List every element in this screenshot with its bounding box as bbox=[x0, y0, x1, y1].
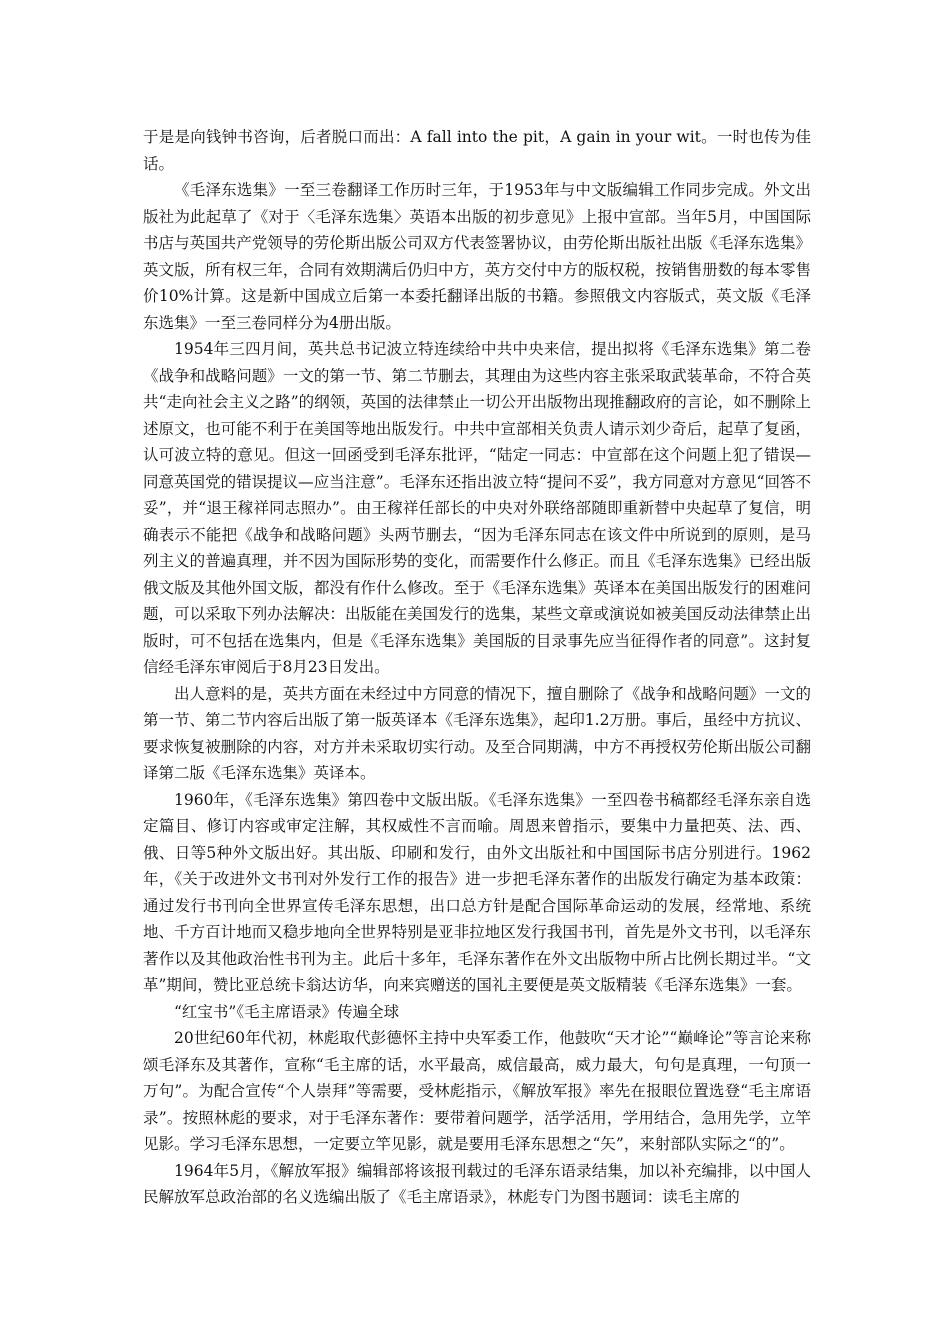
section-heading: “红宝书”《毛主席语录》传遍全球 bbox=[174, 1002, 400, 1021]
paragraph-unauthorized-deletion: 出人意料的是，英共方面在未经过中方同意的情况下，擅自删除了《战争和战略问题》一文的第一节、第二节内容后出版了第一版英译本《毛泽东选集》，起印1.2万册。事后，虽经中方抗议、要求恢复被删除的内容，对方并未采取切实行动。及至合同期满，中方不再授权劳伦斯出版公司翻译第二版《毛泽东选集》英译本。 bbox=[143, 684, 811, 782]
paragraph-pollitt-1954: 1954年三四月间，英共总书记波立特连续给中共中央来信，提出拟将《毛泽东选集》第二卷《战争和战略问题》一文的第一节、第二节删去，其理由为这些内容主张采取武装革命，不符合英共“走向社会主义之路”的纲领，英国的法律禁止一切公开出版物出现推翻政府的言论，如不删除上述原文，也可能不利于在美国等地出版发行。中共中宣部相关负责人请示刘少奇后，起草了复函，认可波立特的意见。但这一回函受到毛泽东批评，“陆定一同志：中宣部在这个问题上犯了错误—同意英国党的错误提议—应当注意”。毛泽东还指出波立特“提问不妥”，我方同意对方意见“回答不妥”，并“退王稼祥同志照办”。由王稼祥任部长的中央对外联络部随即重新替中央起草了复信，明确表示不能把《战争和战略问题》头两节删去，“因为毛泽东同志在该文件中所说到的原则，是马列主义的普遍真理，并不因为国际形势的变化，而需要作什么修正。而且《毛泽东选集》已经出版俄文版及其他外国文版，都没有作什么修改。至于《毛泽东选集》英译本在美国出版发行的困难问题，可以采取下列办法解决：出版能在美国发行的选集，某些文章或演说如被美国反动法律禁止出版时，可不包括在选集内，但是《毛泽东选集》美国版的目录事先应当征得作者的同意”。这封复信经毛泽东审阅后于8月23日发出。 bbox=[143, 340, 811, 676]
paragraph-qian-zhongshu: 于是是向钱钟书咨询，后者脱口而出：A fall into the pit，A gain in your wit。一时也传为佳话。 bbox=[143, 128, 811, 173]
paragraph-quotations-1964: 1964年5月，《解放军报》编辑部将该报刊载过的毛泽东语录结集，加以补充编排，以中国人民解放军总政治部的名义选编出版了《毛主席语录》，林彪专门为图书题词：读毛主席的 bbox=[143, 1161, 811, 1206]
paragraph-lin-biao: 20世纪60年代初，林彪取代彭德怀主持中央军委工作，他鼓吹“天才论”“巅峰论”等言论来称颂毛泽东及其著作，宣称“毛主席的话，水平最高，威信最高，威力最大，句句是真理，一句顶一万句”。为配合宣传“个人崇拜”等需要，受林彪指示，《解放军报》率先在报眼位置选登“毛主席语录”。按照林彪的要求，对于毛泽东著作：要带着问题学，活学活用，学用结合，急用先学，立竿见影。学习毛泽东思想，一定要立竿见影，就是要用毛泽东思想之“矢”，来射部队实际之“的”。 bbox=[143, 1029, 811, 1153]
document-page bbox=[143, 124, 811, 1211]
paragraph-volume-four-1960: 1960年，《毛泽东选集》第四卷中文版出版。《毛泽东选集》一至四卷书稿都经毛泽东亲自选定篇目、修订内容或审定注解，其权威性不言而喻。周恩来曾指示，要集中力量把英、法、西、俄、日等5种外文版出好。其出版、印刷和发行，由外文出版社和中国国际书店分别进行。1962年，《关于改进外文书刊对外发行工作的报告》进一步把毛泽东著作的出版发行确定为基本政策：通过发行书刊向全世界宣传毛泽东思想，出口总方针是配合国际革命运动的发展，经常地、系统地、千方百计地而又稳步地向全世界特别是亚非拉地区发行我国书刊，首先是外文书刊，以毛泽东著作以及其他政治性书刊为主。此后十多年，毛泽东著作在外文出版物中所占比例长期过半。“文革”期间，赞比亚总统卡翁达访华，向来宾赠送的国礼主要便是英文版精装《毛泽东选集》一套。 bbox=[143, 790, 811, 994]
paragraph-translation-1953: 《毛泽东选集》一至三卷翻译工作历时三年，于1953年与中文版编辑工作同步完成。外文出版社为此起草了《对于〈毛泽东选集〉英语本出版的初步意见》上报中宣部。当年5月，中国国际书店与英国共产党领导的劳伦斯出版公司双方代表签署协议，由劳伦斯出版社出版《毛泽东选集》英文版，所有权三年，合同有效期满后仍归中方，英方交付中方的版权税，按销售册数的每本零售价10%计算。这是新中国成立后第一本委托翻译出版的书籍。参照俄文内容版式，英文版《毛泽东选集》一至三卷同样分为4册出版。 bbox=[143, 181, 811, 332]
